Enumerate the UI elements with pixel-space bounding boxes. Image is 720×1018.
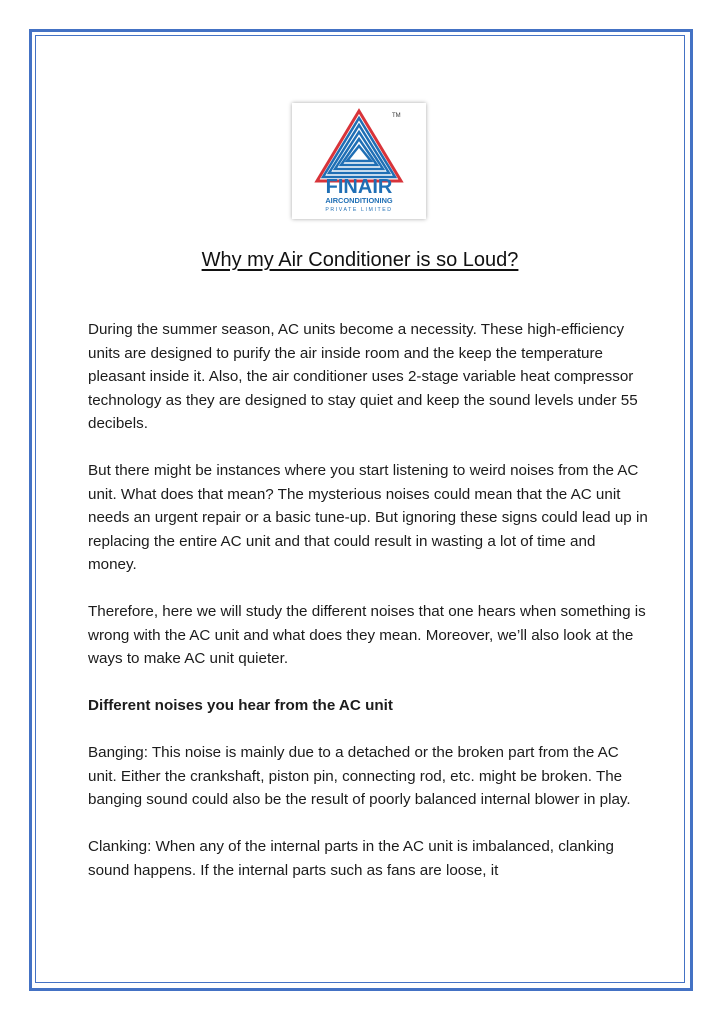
finair-logo-icon [292,103,426,219]
logo-brand: FINAIR [325,176,393,198]
paragraph-2: But there might be instances where you start listening to weird noises from the AC unit. What does that mean? The mysterious noises could mean that the AC unit needs an urgent repair or a basic tune-up. But ignoring these signs could lead up in replacing the entire AC unit and that could result in wasting a lot of time and money. [88,462,648,573]
section-heading: Different noises you hear from the AC unit [88,697,393,714]
document-body [88,318,648,906]
logo-line2: PRIVATE LIMITED [325,207,393,213]
paragraph-clanking: Clanking: When any of the internal parts in the AC unit is imbalanced, clanking sound happens. If the internal parts such as fans are loose, it [88,838,614,879]
logo-line1: AIRCONDITIONING [325,196,393,205]
paragraph-3: Therefore, here we will study the different noises that one hears when something is wrong with the AC unit and what does they mean. Moreover, we’ll also look at the ways to make AC unit quieter. [88,603,646,667]
paragraph-banging: Banging: This noise is mainly due to a detached or the broken part from the AC unit. Either the crankshaft, piston pin, connecting rod, etc. might be broken. The banging sound could also be the result of poorly balanced internal blower in play. [88,744,631,808]
document-title: Why my Air Conditioner is so Loud? [201,249,519,271]
company-logo [292,103,426,219]
paragraph-1: During the summer season, AC units become a necessity. These high-efficiency units are designed to purify the air inside room and the keep the temperature pleasant inside it. Also, the air conditioner uses 2-stage variable heat compressor technology as they are designed to stay quiet and keep the sound levels under 55 decibels. [88,321,638,432]
logo-tm: TM [392,113,401,119]
